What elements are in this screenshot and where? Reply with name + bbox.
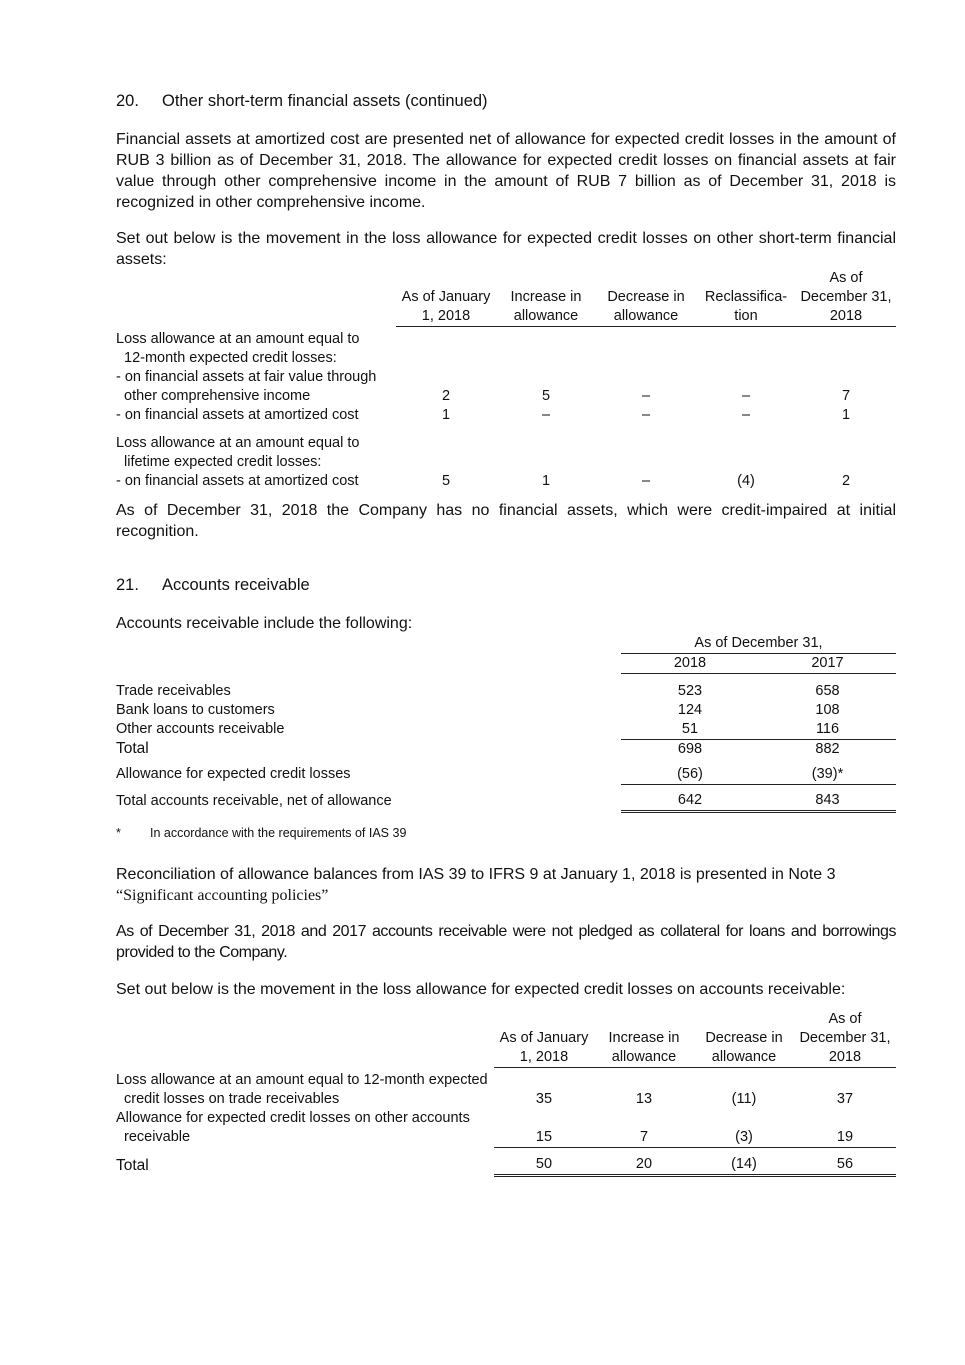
cell-value: – [641, 406, 651, 423]
group-label: Loss allowance at an amount equal to [116, 434, 360, 451]
row-label: Total accounts receivable, net of allowance [116, 792, 392, 809]
column-header-dec-2018: As of December 31, 2018 [796, 269, 896, 327]
group-label: lifetime expected credit losses: [124, 453, 322, 470]
table-row [116, 1109, 896, 1128]
row-label: Allowance for expected credit losses on other accounts [116, 1109, 470, 1126]
total-row [116, 1155, 896, 1176]
receivable-allowance-movement-table [116, 1010, 896, 1177]
column-header-jan-2018: As of January 1, 2018 [494, 1010, 594, 1068]
section-20-heading [116, 92, 488, 111]
cell-value: – [741, 387, 751, 404]
group-label: 12-month expected credit losses: [124, 349, 337, 366]
pledged-paragraph: As of December 31, 2018 and 2017 accounts receivable were not pledged as collateral for loans and borrowings provided to the Company. [116, 923, 896, 961]
section-21-number: 21. [116, 576, 139, 594]
cell-value: 2 [841, 472, 851, 489]
loss-allowance-table [116, 269, 896, 491]
cell-value: – [641, 472, 651, 489]
table-header-row [116, 1010, 896, 1068]
row-label: Allowance for expected credit losses [116, 765, 351, 782]
cell-value: 124 [677, 701, 703, 718]
cell-value: (14) [694, 1155, 794, 1176]
cell-value: 7 [841, 387, 851, 404]
row-label: - on financial assets at fair value through [116, 368, 377, 385]
table-group-row [116, 349, 896, 368]
cell-value: 1 [441, 406, 451, 423]
cell-value: 7 [594, 1128, 694, 1148]
cell-value: 882 [815, 740, 840, 757]
table-group-row [116, 434, 896, 453]
cell-value: 37 [836, 1090, 854, 1107]
table-row [116, 1090, 896, 1109]
cell-value: – [741, 406, 751, 423]
cell-value: 658 [815, 682, 840, 699]
table-row [116, 1071, 896, 1090]
column-header-2018: 2018 [621, 654, 759, 674]
row-label: receivable [124, 1128, 191, 1145]
table-row [116, 682, 896, 701]
cell-value: (4) [737, 472, 755, 489]
reconciliation-note-title: “Significant accounting policies” [116, 887, 329, 904]
table-row [116, 472, 896, 491]
cell-value: 116 [759, 720, 896, 740]
row-label: Total [116, 1156, 149, 1174]
column-header-increase: Increase in allowance [496, 269, 596, 327]
cell-value: 523 [677, 682, 703, 699]
group-label: Loss allowance at an amount equal to [116, 330, 360, 347]
section-20-paragraph-3: As of December 31, 2018 the Company has no financial assets, which were credit-impaired at initial recognition. [116, 502, 896, 540]
table-row [116, 387, 896, 406]
row-label: - on financial assets at amortized cost [116, 472, 359, 489]
row-label: Other accounts receivable [116, 720, 285, 737]
section-21-title: Accounts receivable [162, 576, 310, 594]
column-header-decrease: Decrease in allowance [694, 1010, 794, 1068]
cell-value: (56) [621, 765, 759, 785]
cell-value: 20 [594, 1155, 694, 1176]
allowance-row [116, 765, 896, 785]
section-20-title: Other short-term financial assets (continued) [162, 92, 488, 110]
cell-value: 5 [541, 387, 551, 404]
cell-value: 642 [621, 791, 759, 812]
column-header-dec-2018: As of December 31, 2018 [794, 1010, 896, 1068]
section-20-paragraph-2: Set out below is the movement in the loss allowance for expected credit losses on other short-term financial assets: [116, 230, 896, 268]
section-21-heading [116, 576, 310, 595]
row-label: Trade receivables [116, 682, 231, 699]
cell-value: 51 [621, 720, 759, 740]
cell-value: 5 [441, 472, 451, 489]
reconciliation-text: Reconciliation of allowance balances from IAS 39 to IFRS 9 at January 1, 2018 is presented in Note 3 [116, 866, 836, 883]
table-row [116, 368, 896, 387]
movement-paragraph: Set out below is the movement in the loss allowance for expected credit losses on accounts receivable: [116, 981, 846, 998]
table-row [116, 701, 896, 720]
cell-value: 50 [494, 1155, 594, 1176]
cell-value: 35 [535, 1090, 553, 1107]
cell-value: 698 [677, 740, 703, 757]
column-header-decrease: Decrease in allowance [596, 269, 696, 327]
cell-value: 13 [635, 1090, 653, 1107]
row-label: credit losses on trade receivables [124, 1090, 340, 1107]
cell-value: (39)* [759, 765, 896, 785]
table-group-row [116, 330, 896, 349]
table-row [116, 720, 896, 740]
net-total-row [116, 791, 896, 812]
row-label: - on financial assets at amortized cost [116, 406, 359, 423]
column-header-2017: 2017 [759, 654, 896, 674]
table-row [116, 1128, 896, 1148]
cell-value: 2 [441, 387, 451, 404]
cell-value: 56 [794, 1155, 896, 1176]
cell-value: 843 [759, 791, 896, 812]
row-label: Total [116, 740, 149, 758]
cell-value: 15 [494, 1128, 594, 1148]
cell-value: 1 [541, 472, 551, 489]
footnote-mark: * [116, 826, 121, 840]
cell-value: (11) [731, 1090, 757, 1107]
cell-value: – [541, 406, 551, 423]
column-header-jan-2018: As of January 1, 2018 [396, 269, 496, 327]
reconciliation-paragraph [116, 864, 896, 906]
table-row [116, 406, 896, 425]
row-label: Loss allowance at an amount equal to 12-month expected [116, 1071, 488, 1088]
row-label: Bank loans to customers [116, 701, 275, 718]
column-header-increase: Increase in allowance [594, 1010, 694, 1068]
table-group-row [116, 453, 896, 472]
footnote [116, 826, 406, 840]
section-20-number: 20. [116, 92, 139, 110]
cell-value: – [641, 387, 651, 404]
cell-value: (3) [694, 1128, 794, 1148]
table-header-row [116, 269, 896, 327]
column-header-reclassification: Reclassifica-tion [696, 269, 796, 327]
accounts-receivable-table [116, 634, 896, 813]
cell-value: 19 [794, 1128, 896, 1148]
total-row [116, 739, 896, 759]
row-label: other comprehensive income [124, 387, 311, 404]
section-20-paragraph-1: Financial assets at amortized cost are presented net of allowance for expected credit losses in the amount of RUB 3 billion as of December 31, 2018. The allowance for expected credit losses on financial assets at fair value through other comprehensive income in the amount of RUB 7 billion as of December 31, 2018 is recognized in other comprehensive income. [116, 131, 896, 211]
cell-value: 108 [815, 701, 840, 718]
cell-value: 1 [841, 406, 851, 423]
section-21-intro: Accounts receivable include the following: [116, 615, 413, 632]
footnote-text: In accordance with the requirements of IAS 39 [150, 826, 407, 840]
column-group-header: As of December 31, [621, 634, 896, 654]
